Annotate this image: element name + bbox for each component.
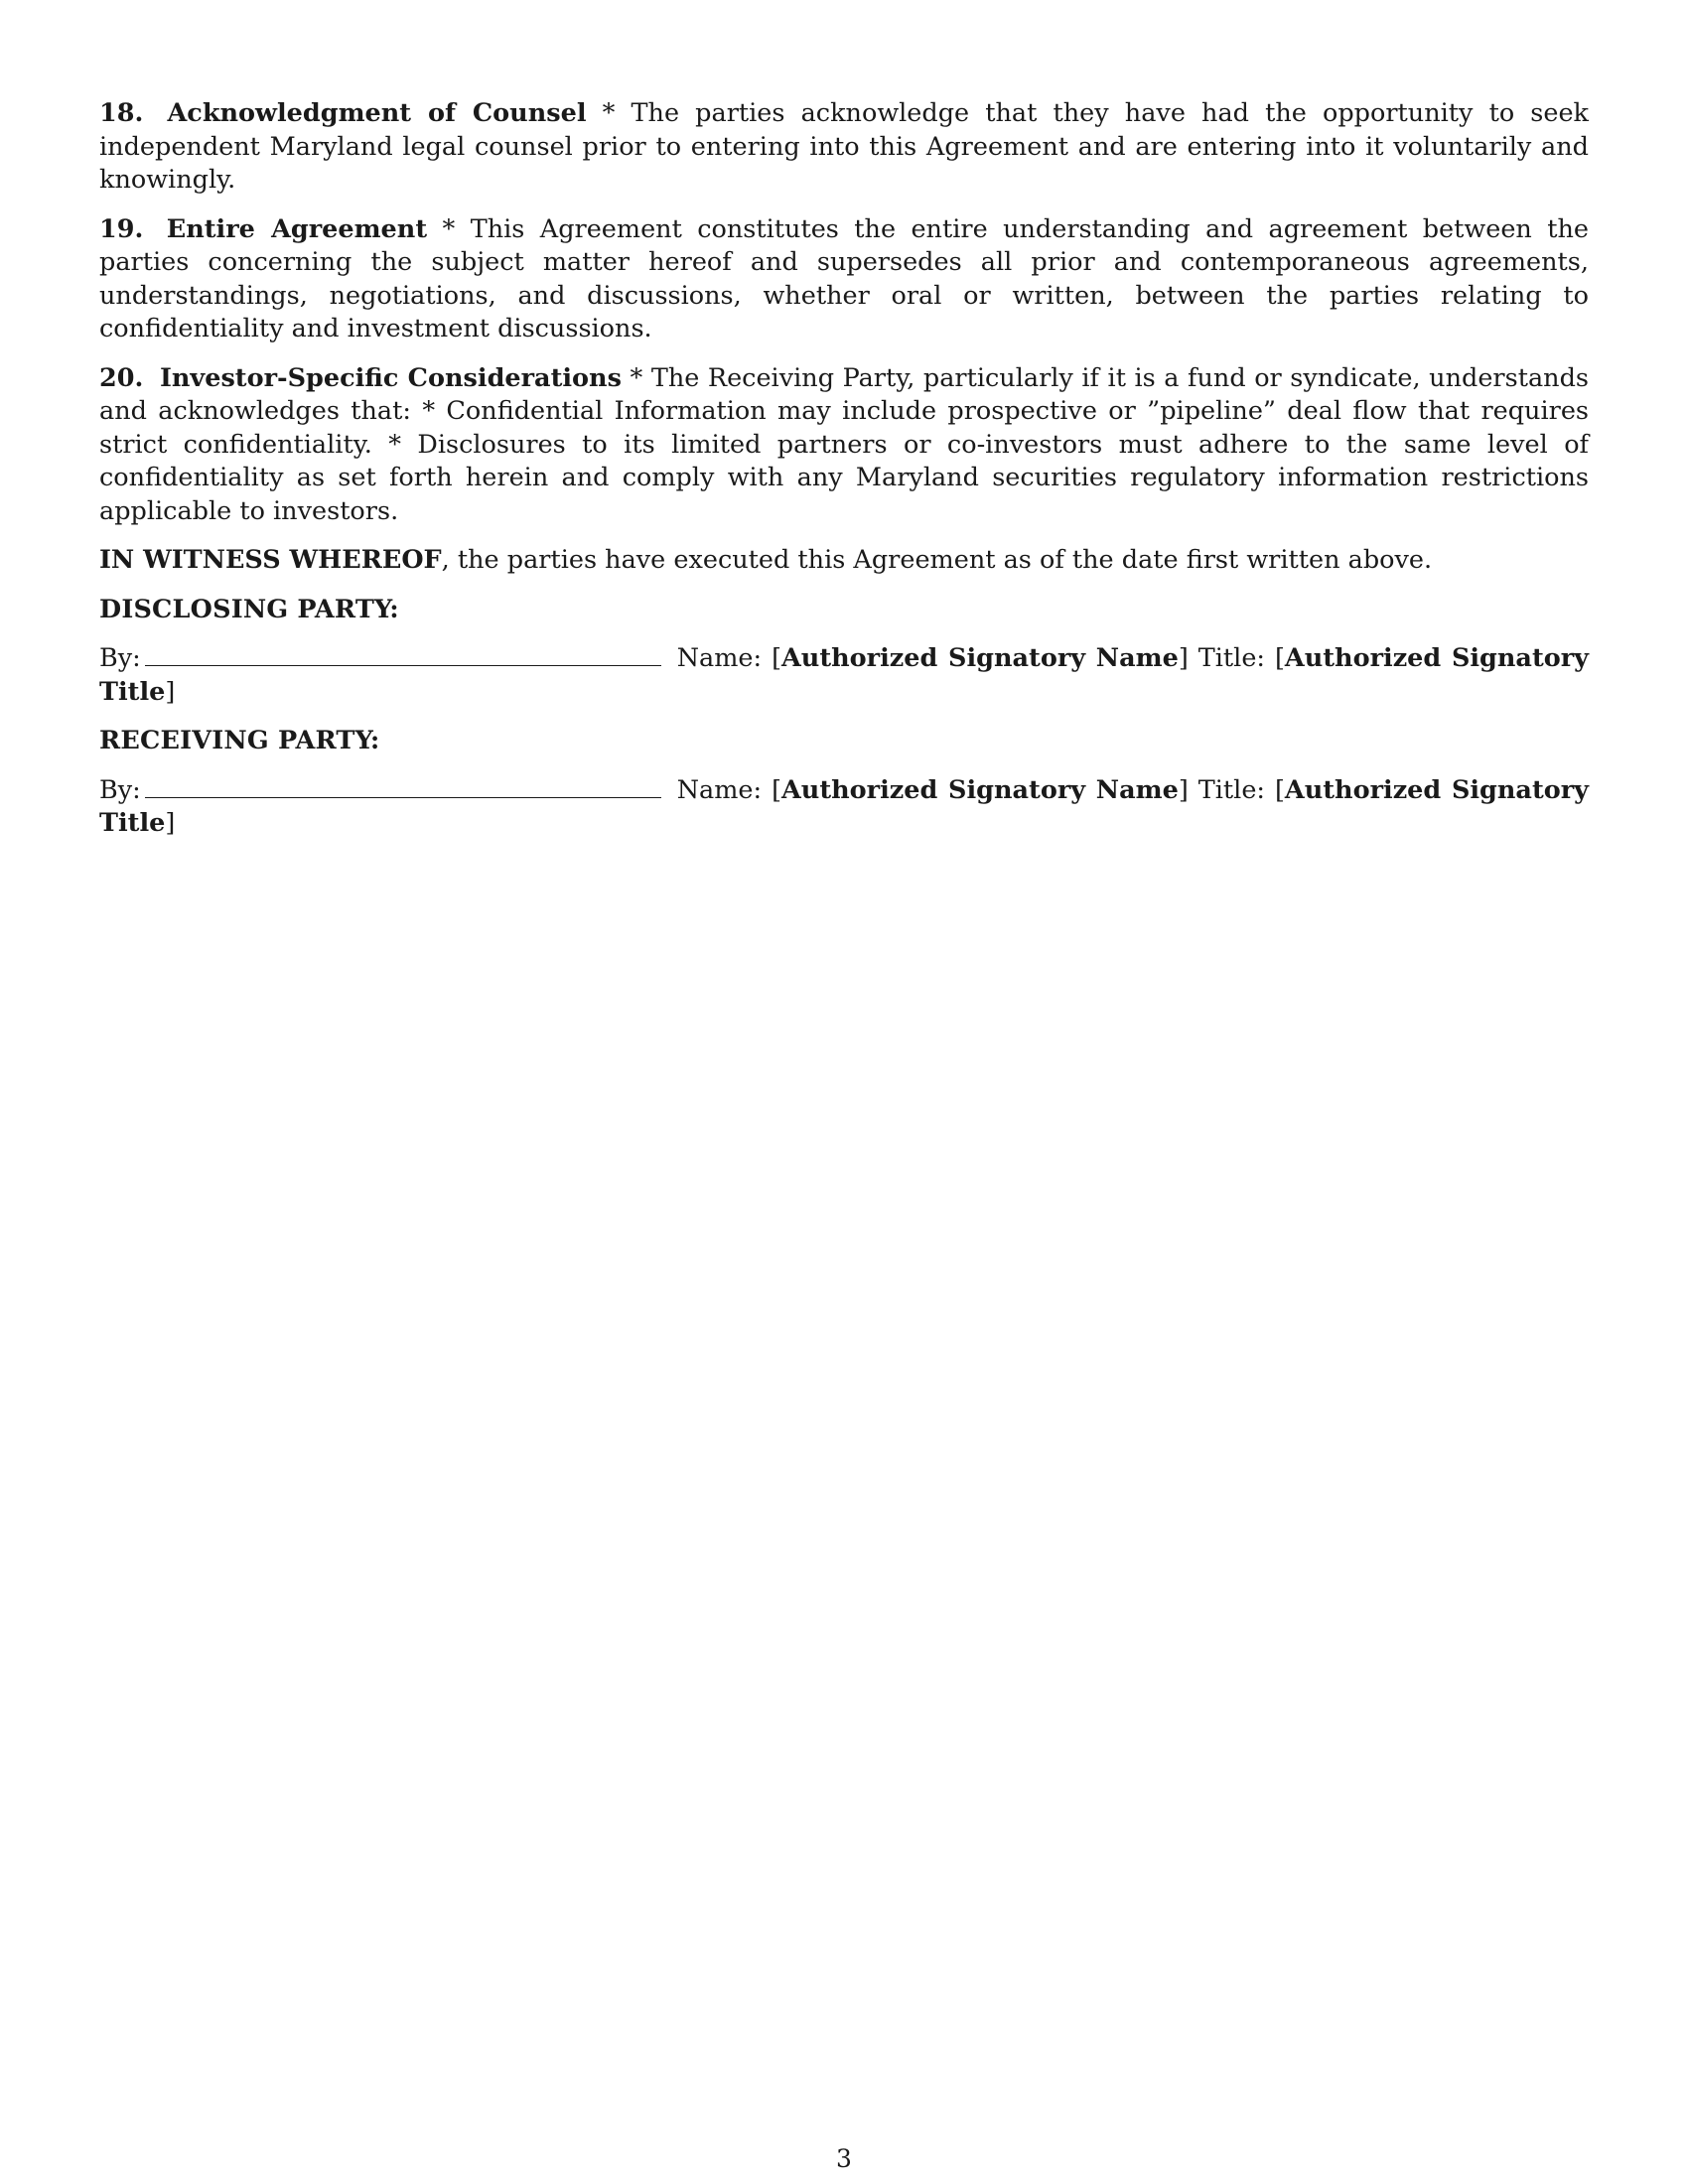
name-label: Name: xyxy=(676,643,763,673)
section-heading: Acknowledgment of Counsel xyxy=(167,98,587,128)
section-19 xyxy=(99,213,1589,346)
section-text: * The Receiving Party, particularly if it is a fund or syndicate, understands and acknowledges that: * Confidential Information may include prospective or ”pipeline” deal flow that requires strict confidentiality. * Disclosures to its limited partners or co-investors must adhere to the same level of confidentiality as set forth herein and comply with any Maryland securities regulatory information restrictions applicable to investors. xyxy=(99,362,1589,526)
section-heading: Entire Agreement xyxy=(166,213,428,244)
title-label: Title: xyxy=(1197,643,1266,673)
title-placeholder: Authorized Signatory Title xyxy=(99,774,1589,838)
title-placeholder: Authorized Signatory Title xyxy=(99,643,1589,707)
name-placeholder: Authorized Signatory Name xyxy=(781,643,1179,673)
disclosing-party-signature-block: By: Name: [Authorized Signatory Name] Title: [Authorized Signatory Title] xyxy=(99,643,1589,707)
witness-lead: IN WITNESS WHEREOF xyxy=(99,545,442,575)
disclosing-party-heading: DISCLOSING PARTY: xyxy=(99,594,399,624)
section-number: 18. xyxy=(99,98,144,128)
witness-rest: , the parties have executed this Agreement as of the date first written above. xyxy=(441,545,1433,575)
section-number: 20. xyxy=(99,362,144,393)
by-label: By: xyxy=(99,643,141,673)
section-number: 19. xyxy=(99,213,144,244)
by-label: By: xyxy=(99,774,141,805)
receiving-party-signature-block: By: Name: [Authorized Signatory Name] Title: [Authorized Signatory Title] xyxy=(99,774,1589,838)
name-label: Name: xyxy=(676,774,763,805)
signature-line[interactable] xyxy=(145,643,661,666)
signature-line[interactable] xyxy=(145,775,661,798)
name-placeholder: Authorized Signatory Name xyxy=(781,774,1179,805)
section-20 xyxy=(99,362,1589,529)
section-18 xyxy=(99,97,1589,198)
page-number: 3 xyxy=(836,2144,852,2173)
title-label: Title: xyxy=(1197,774,1266,805)
witness-clause xyxy=(99,544,1589,578)
document-page xyxy=(99,97,1589,857)
section-text: * This Agreement constitutes the entire understanding and agreement between the parties concerning the subject matter hereof and supersedes all prior and contemporaneous agreements, understandings, negotiations, and discussions, whether oral or written, between the parties relating to confidentiality and investment discussions. xyxy=(99,213,1590,343)
receiving-party-heading: RECEIVING PARTY: xyxy=(99,726,380,755)
section-text: * The parties acknowledge that they have had the opportunity to seek independent Maryland legal counsel prior to entering into this Agreement and are entering into it voluntarily and knowingly. xyxy=(99,98,1590,195)
section-heading: Investor-Specific Considerations xyxy=(159,362,622,393)
